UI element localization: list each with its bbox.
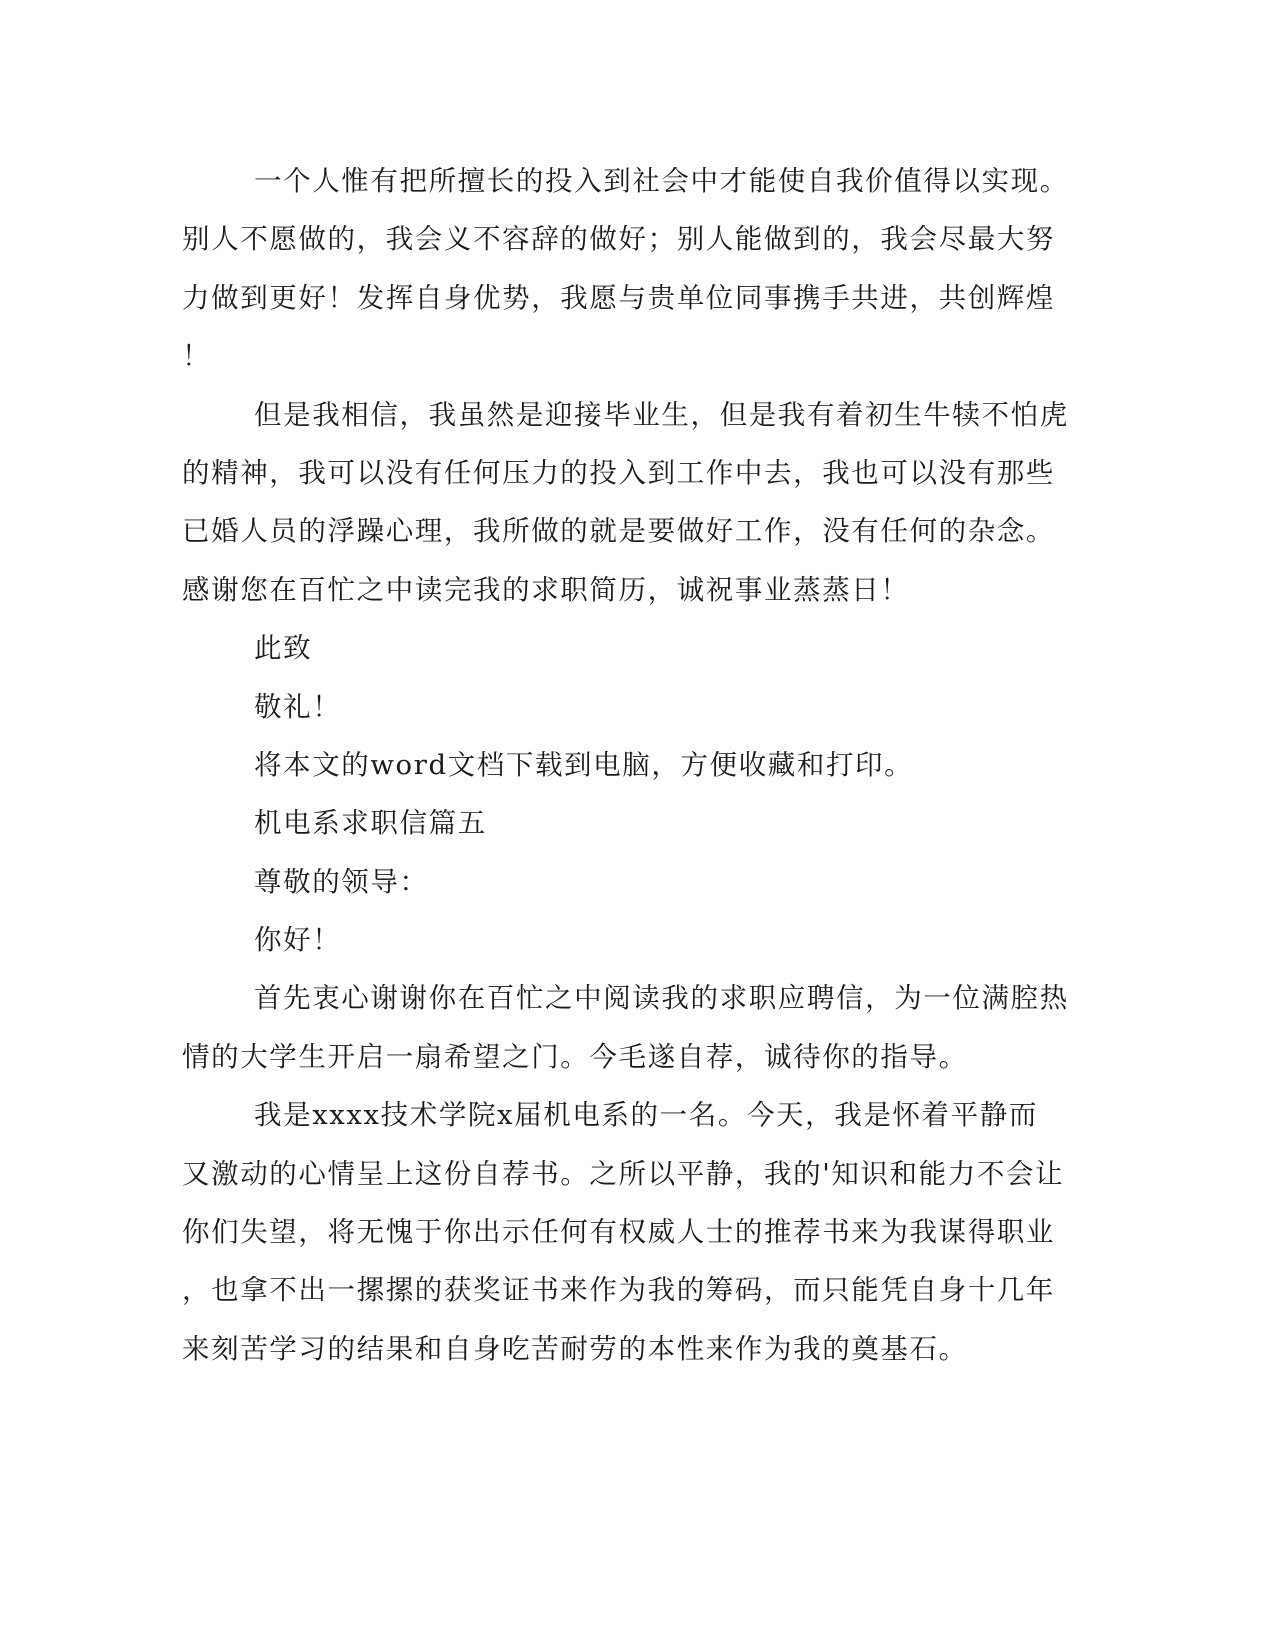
document-body <box>182 152 1069 1378</box>
text-line: 情的大学生开启一扇希望之门。今毛遂自荐，诚待你的指导。 <box>182 1040 968 1073</box>
text-line: ！ <box>182 340 212 373</box>
text-line: 又激动的心情呈上这份自荐书。之所以平静，我的'知识和能力不会让 <box>182 1157 1065 1190</box>
greeting: 你好！ <box>254 924 342 957</box>
download-note: 将本文的word文档下载到电脑，方便收藏和打印。 <box>254 748 914 781</box>
text-line: 来刻苦学习的结果和自身吃苦耐劳的本性来作为我的奠基石。 <box>182 1332 968 1365</box>
text-line: 别人不愿做的，我会义不容辞的做好；别人能做到的，我会尽最大努 <box>182 223 1055 256</box>
text-line: 一个人惟有把所擅长的投入到社会中才能使自我价值得以实现。 <box>254 165 1069 197</box>
text-line: 感谢您在百忙之中读完我的求职简历，诚祝事业蒸蒸日！ <box>182 573 910 606</box>
text-line: 力做到更好！发挥自身优势，我愿与贵单位同事携手共进，共创辉煌 <box>182 281 1055 314</box>
text-line: 你们失望，将无愧于你出示任何有权威人士的推荐书来为我谋得职业 <box>182 1216 1055 1249</box>
salutation: 尊敬的领导： <box>254 865 429 898</box>
text-line: ，也拿不出一摞摞的获奖证书来作为我的筹码，而只能凭自身十几年 <box>182 1274 1055 1307</box>
text-line: 但是我相信，我虽然是迎接毕业生，但是我有着初生牛犊不怕虎 <box>254 398 1069 431</box>
text-line: 的精神，我可以没有任何压力的投入到工作中去，我也可以没有那些 <box>182 456 1055 489</box>
closing-salute: 敬礼！ <box>254 690 342 723</box>
closing-line: 此致 <box>254 632 313 665</box>
section-title: 机电系求职信篇五 <box>254 807 487 840</box>
text-line: 已婚人员的浮躁心理，我所做的就是要做好工作，没有任何的杂念。 <box>182 515 1055 548</box>
text-line: 我是xxxx技术学院x届机电系的一名。今天，我是怀着平静而 <box>254 1099 1038 1132</box>
text-line: 首先衷心谢谢你在百忙之中阅读我的求职应聘信，为一位满腔热 <box>254 982 1069 1015</box>
